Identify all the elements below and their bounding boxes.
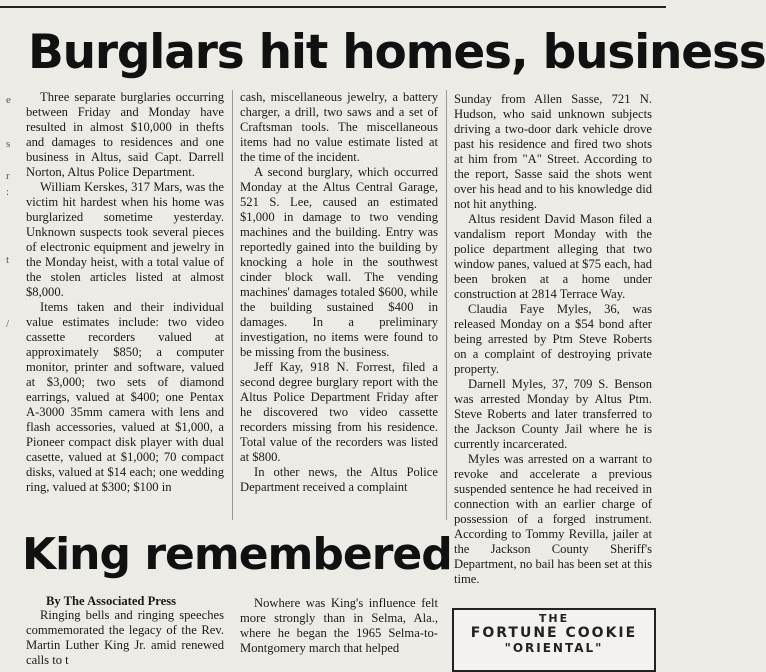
top-rule <box>0 6 666 8</box>
column-divider <box>232 90 233 520</box>
adjacent-column-fragment: e s r : t / <box>6 94 11 330</box>
ad-line-1: THE <box>538 612 570 625</box>
paragraph: Sunday from Allen Sasse, 721 N. Hudson, who said unknown subjects driving a two-door dark vehicle drove past his residence and fired two shots at him from "A" Street. According to the report, Sasse said the shots went over his head and to his knowledge did not hit anything. <box>454 92 652 211</box>
paragraph: cash, miscellaneous jewelry, a battery charger, a drill, two saws and a set of Craftsman tools. The miscellaneous items had no value estimate listed at the time of the incident. <box>240 90 438 164</box>
article-column-2 <box>240 90 438 520</box>
column-divider <box>446 90 447 520</box>
paragraph: Altus resident David Mason filed a vandalism report Monday with the police department alleging that two window panes, valued at $75 each, had been broken at a home under construction at 2814 Terrace Way. <box>454 212 652 301</box>
paragraph: Claudia Faye Myles, 36, was released Monday on a $54 bond after being arrested by Ptm Steve Roberts on a complaint of destroying private property. <box>454 302 652 376</box>
paragraph: William Kerskes, 317 Mars, was the victim hit hardest when his home was burglarized sometime yesterday. Unknown suspects took several pieces of electronic equipment and jewelry in the Monday heist, with a total value of the stolen articles listed at almost $8,000. <box>26 180 224 299</box>
paragraph: Nowhere was King's influence felt more strongly than in Selma, Ala., where he began the 1965 Selma-to-Montgomery march that helped <box>240 596 438 655</box>
article2-column-1 <box>26 608 224 667</box>
article-headline: Burglars hit homes, business <box>28 25 766 80</box>
article-column-3 <box>454 92 652 604</box>
article2-column-2 <box>240 596 438 660</box>
paragraph: Myles was arrested on a warrant to revoke and accelerate a previous suspended sentence he had received in connection with an earlier charge of possession of a forged instrument. According to Tommy Revilla, jailer at the Jackson County Sheriff's Department, no bail has been set at this time. <box>454 452 652 586</box>
article2-headline: King remembered <box>22 529 452 580</box>
paragraph: Darnell Myles, 37, 709 S. Benson was arrested Monday by Altus Ptm. Steve Roberts and later transferred to the Jackson County Jail where he is currently incarcerated. <box>454 377 652 451</box>
ad-line-3: "ORIENTAL" <box>504 641 604 655</box>
paragraph: Three separate burglaries occurring between Friday and Monday have resulted in almost $10,000 in thefts and damages to residences and one business in Altus, said Capt. Darrell Norton, Altus Police Department. <box>26 90 224 179</box>
paragraph: A second burglary, which occurred Monday at the Altus Central Garage, 521 S. Lee, caused an estimated $1,000 in damage to two vending machines and the building. Entry was reportedly gained into the building by knocking a hole in the southwest cinder block wall. The vending machines' damages totaled $600, while the building sustained $400 in damages. In a preliminary investigation, no items were found to be missing from the business. <box>240 165 438 359</box>
paragraph: Ringing bells and ringing speeches commemorated the legacy of the Rev. Martin Luther King Jr. amid renewed calls to t <box>26 608 224 667</box>
paragraph: In other news, the Altus Police Department received a complaint <box>240 465 438 494</box>
ad-line-2: FORTUNE COOKIE <box>470 625 638 641</box>
paragraph: Items taken and their individual value estimates include: two video cassette recorders valued at approximately $850; a computer monitor, printer and software, valued at $3,000; two sets of diamond earrings, valued at $400; one Pentax A-3000 35mm camera with lens and flash accessories, valued at $1,000, a Pioneer compact disk player with dual casette, valued at $1,000; 70 compact disks, valued at $14 each; one wedding ring, valued at $300; $100 in <box>26 300 224 494</box>
paragraph: Jeff Kay, 918 N. Forrest, filed a second degree burglary report with the Altus Police Department Friday after he discovered two video cassette recorders missing from his residence. Total value of the recorders was listed at $800. <box>240 360 438 464</box>
article-column-1 <box>26 90 224 520</box>
article2-byline: By The Associated Press <box>46 594 177 608</box>
fortune-cookie-ad <box>452 608 656 672</box>
